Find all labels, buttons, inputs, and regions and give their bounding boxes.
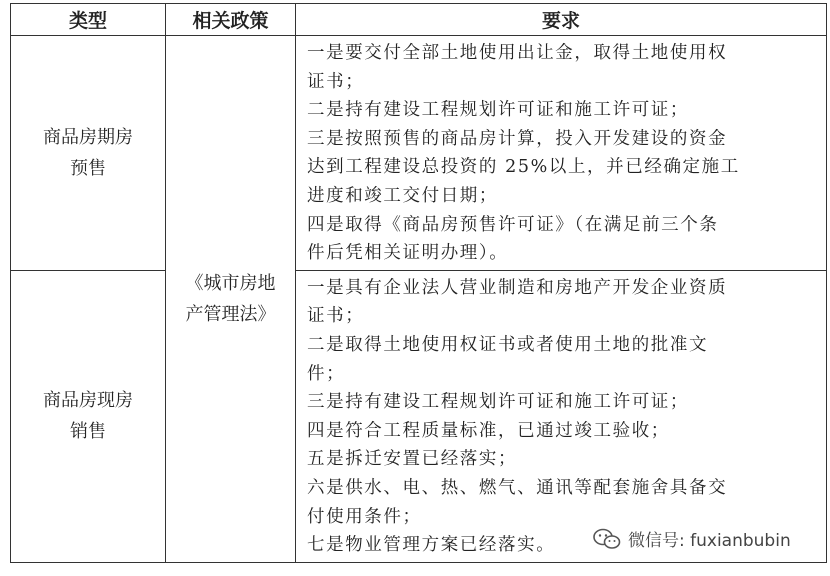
type-cell-presale <box>11 36 166 271</box>
wechat-watermark <box>588 524 795 553</box>
watermark-text: 微信号: fuxianbubin <box>628 531 791 551</box>
header-row <box>11 4 827 36</box>
requirement-line: 四是符合工程质量标准，已通过竣工验收； <box>307 420 670 441</box>
requirement-line: 二是持有建设工程规划许可证和施工许可证； <box>307 100 689 121</box>
requirement-line: 证书； <box>307 71 365 92</box>
policy-line: 产管理法》 <box>185 303 276 325</box>
requirement-line: 进度和竣工交付日期； <box>307 185 498 206</box>
requirement-line: 五是拆迁安置已经落实； <box>307 449 518 470</box>
requirement-line: 一是具有企业法人营业制造和房地产开发企业资质 <box>307 277 728 298</box>
requirement-line: 付使用条件； <box>307 506 422 527</box>
type-cell-existing <box>11 270 166 562</box>
type-line: 商品房现房 <box>43 390 133 412</box>
wechat-icon <box>592 527 622 551</box>
requirement-line: 达到工程建设总投资的 25%以上，并已经确定施工 <box>307 157 740 178</box>
type-line: 销售 <box>70 421 106 443</box>
requirements-cell-existing <box>296 270 827 562</box>
header-type: 类型 <box>11 4 166 36</box>
requirement-line: 二是取得土地使用权证书或者使用土地的批准文 <box>307 334 709 355</box>
requirement-line: 一是要交付全部土地使用出让金，取得土地使用权 <box>307 43 728 63</box>
policy-cell <box>166 36 296 563</box>
requirement-line: 三是持有建设工程规划许可证和施工许可证； <box>307 392 689 413</box>
type-line: 商品房期房 <box>43 126 133 148</box>
requirement-line: 证书； <box>307 306 365 327</box>
requirements-cell-presale <box>296 36 827 271</box>
policy-line: 《城市房地 <box>185 272 276 294</box>
header-requirements: 要求 <box>296 4 827 36</box>
table-row-presale <box>11 36 827 271</box>
requirement-line: 四是取得《商品房预售许可证》（在满足前三个条 <box>307 214 719 235</box>
table-row-existing <box>11 270 827 562</box>
type-line: 预售 <box>70 157 106 179</box>
header-policy: 相关政策 <box>166 4 296 36</box>
requirement-line: 七是物业管理方案已经落实。 <box>307 535 556 556</box>
requirement-line: 三是按照预售的商品房计算，投入开发建设的资金 <box>307 128 728 149</box>
requirement-line: 六是供水、电、热、燃气、通讯等配套施舍具备交 <box>307 477 728 498</box>
requirement-line: 件后凭相关证明办理）。 <box>307 243 509 264</box>
policy-table <box>10 3 827 563</box>
requirement-line: 件； <box>307 363 346 384</box>
